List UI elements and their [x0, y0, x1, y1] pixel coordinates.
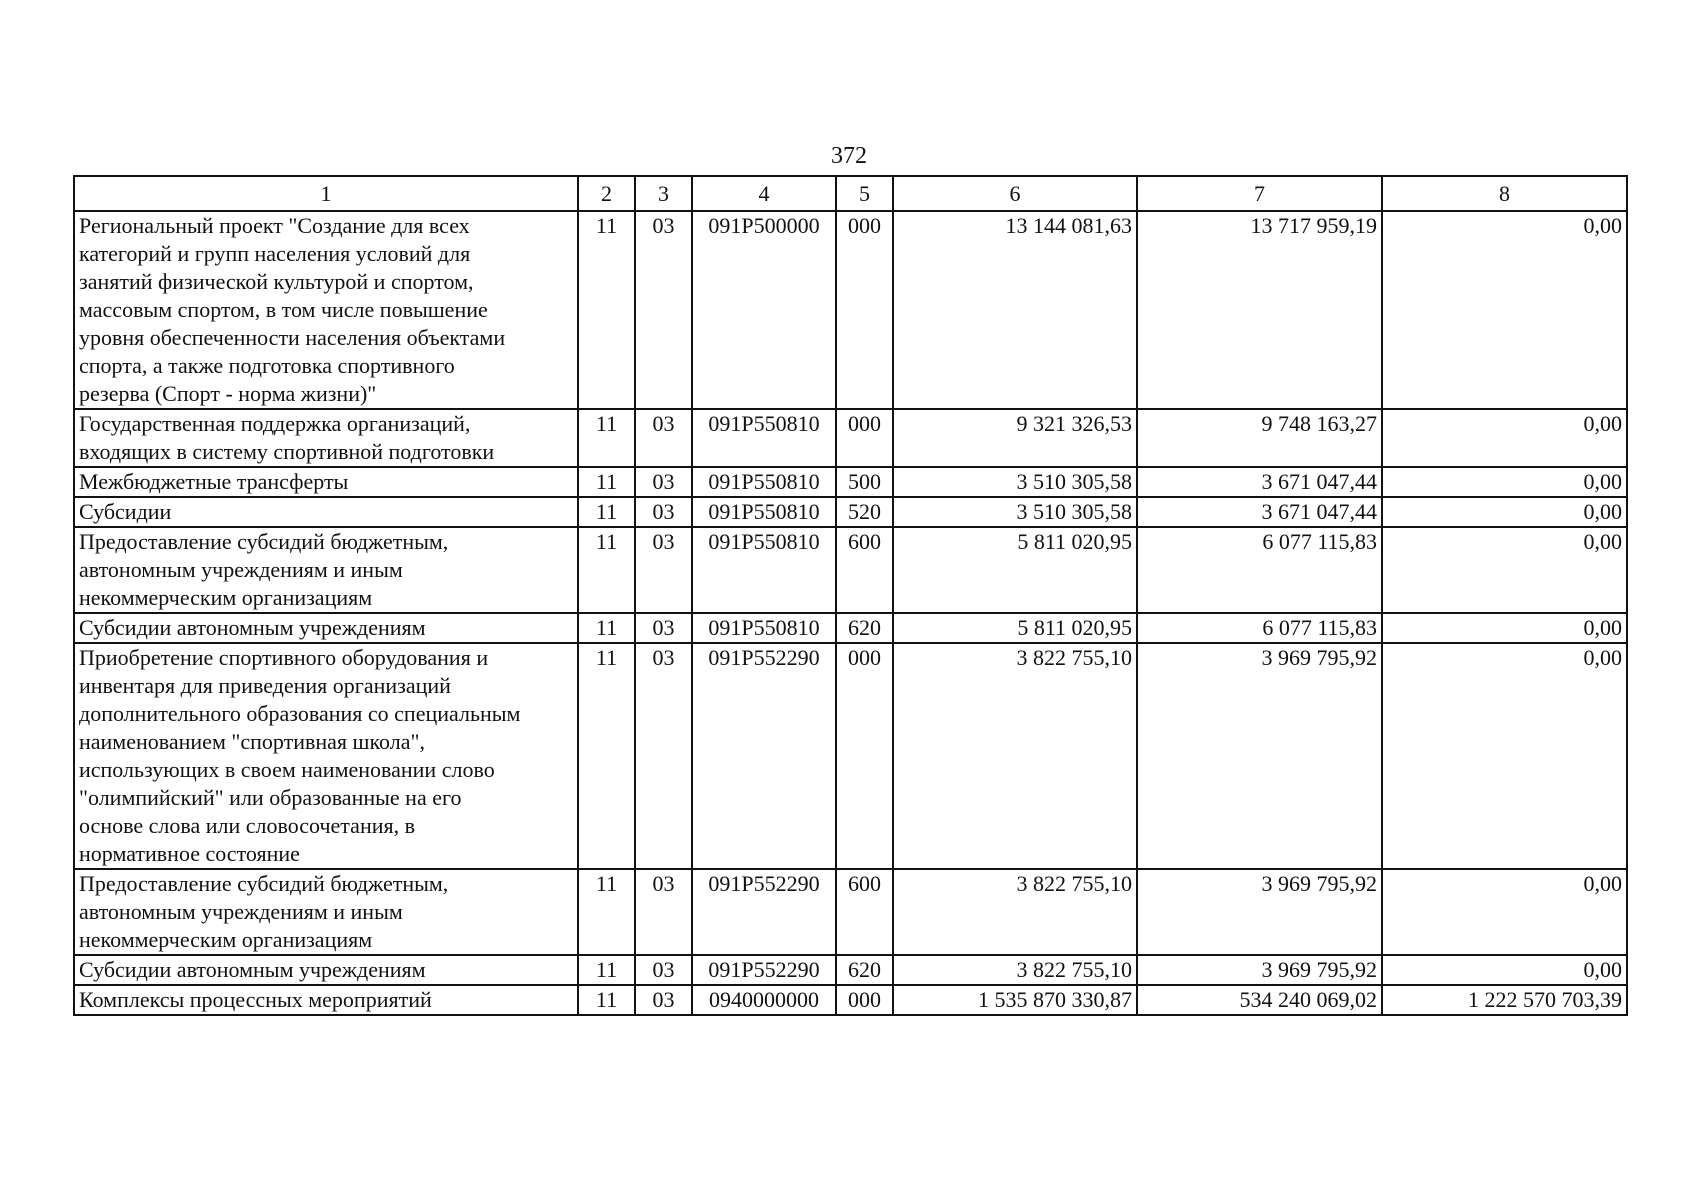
- subsection-code-cell: 03: [635, 467, 692, 497]
- expense-type-cell: 600: [836, 869, 893, 955]
- subsection-code-cell: 03: [635, 409, 692, 467]
- table-row: [74, 869, 1627, 955]
- column-header: 3: [635, 176, 692, 211]
- target-article-cell: 091P550810: [692, 409, 836, 467]
- row-name-line: Предоставление субсидий бюджетным,: [79, 871, 449, 896]
- amount-col7-cell: 3 969 795,92: [1137, 869, 1382, 955]
- row-name-line: Предоставление субсидий бюджетным,: [79, 529, 449, 554]
- row-name-line: наименованием "спортивная школа",: [79, 729, 425, 754]
- expense-type-cell: 000: [836, 409, 893, 467]
- target-article-cell: 091P552290: [692, 955, 836, 985]
- row-name-line: Комплексы процессных мероприятий: [79, 987, 432, 1012]
- amount-col7-cell: 3 671 047,44: [1137, 467, 1382, 497]
- row-name-line: уровня обеспеченности населения объектами: [79, 325, 506, 350]
- amount-col8-cell: 1 222 570 703,39: [1382, 985, 1627, 1015]
- row-name-line: Межбюджетные трансферты: [79, 469, 349, 494]
- table-row: [74, 985, 1627, 1015]
- column-header: 5: [836, 176, 893, 211]
- expense-type-cell: 620: [836, 955, 893, 985]
- target-article-cell: 091P552290: [692, 643, 836, 869]
- amount-col6-cell: 3 822 755,10: [893, 869, 1137, 955]
- row-name-line: массовым спортом, в том числе повышение: [79, 297, 488, 322]
- amount-col6-cell: 3 510 305,58: [893, 467, 1137, 497]
- subsection-code-cell: 03: [635, 211, 692, 409]
- row-name-line: Субсидии автономным учреждениям: [79, 957, 426, 982]
- column-header: 7: [1137, 176, 1382, 211]
- target-article-cell: 091P550810: [692, 467, 836, 497]
- column-header: 2: [578, 176, 635, 211]
- amount-col6-cell: 5 811 020,95: [893, 613, 1137, 643]
- target-article-cell: 091P550810: [692, 497, 836, 527]
- amount-col7-cell: 3 969 795,92: [1137, 955, 1382, 985]
- amount-col8-cell: 0,00: [1382, 869, 1627, 955]
- column-header: 8: [1382, 176, 1627, 211]
- section-code-cell: 11: [578, 643, 635, 869]
- row-name-line: дополнительного образования со специальным: [79, 701, 521, 726]
- row-name-line: некоммерческим организациям: [79, 927, 373, 952]
- row-name-cell: [74, 211, 578, 409]
- target-article-cell: 091P500000: [692, 211, 836, 409]
- subsection-code-cell: 03: [635, 869, 692, 955]
- expense-type-cell: 600: [836, 527, 893, 613]
- table-row: [74, 467, 1627, 497]
- expense-type-cell: 000: [836, 985, 893, 1015]
- amount-col7-cell: 6 077 115,83: [1137, 613, 1382, 643]
- amount-col7-cell: 6 077 115,83: [1137, 527, 1382, 613]
- section-code-cell: 11: [578, 527, 635, 613]
- row-name-line: Государственная поддержка организаций,: [79, 411, 471, 436]
- subsection-code-cell: 03: [635, 643, 692, 869]
- expense-type-cell: 620: [836, 613, 893, 643]
- column-header: 6: [893, 176, 1137, 211]
- row-name-cell: [74, 497, 578, 527]
- amount-col8-cell: 0,00: [1382, 955, 1627, 985]
- amount-col8-cell: 0,00: [1382, 467, 1627, 497]
- subsection-code-cell: 03: [635, 613, 692, 643]
- row-name-line: использующих в своем наименовании слово: [79, 757, 495, 782]
- table-row: [74, 409, 1627, 467]
- row-name-line: автономным учреждениям и иным: [79, 557, 403, 582]
- section-code-cell: 11: [578, 869, 635, 955]
- amount-col6-cell: 13 144 081,63: [893, 211, 1137, 409]
- amount-col6-cell: 3 510 305,58: [893, 497, 1137, 527]
- amount-col6-cell: 3 822 755,10: [893, 955, 1137, 985]
- table-row: [74, 527, 1627, 613]
- column-header: 1: [74, 176, 578, 211]
- row-name-line: основе слова или словосочетания, в: [79, 813, 415, 838]
- row-name-cell: [74, 985, 578, 1015]
- row-name-line: Субсидии автономным учреждениям: [79, 615, 426, 640]
- amount-col7-cell: 534 240 069,02: [1137, 985, 1382, 1015]
- row-name-line: нормативное состояние: [79, 841, 300, 866]
- row-name-line: Приобретение спортивного оборудования и: [79, 645, 489, 670]
- row-name-line: Региональный проект "Создание для всех: [79, 213, 470, 238]
- amount-col8-cell: 0,00: [1382, 211, 1627, 409]
- row-name-line: инвентаря для приведения организаций: [79, 673, 451, 698]
- row-name-cell: [74, 869, 578, 955]
- target-article-cell: 091P550810: [692, 527, 836, 613]
- row-name-line: автономным учреждениям и иным: [79, 899, 403, 924]
- row-name-cell: [74, 467, 578, 497]
- row-name-cell: [74, 955, 578, 985]
- amount-col8-cell: 0,00: [1382, 409, 1627, 467]
- amount-col7-cell: 3 969 795,92: [1137, 643, 1382, 869]
- amount-col7-cell: 3 671 047,44: [1137, 497, 1382, 527]
- target-article-cell: 0940000000: [692, 985, 836, 1015]
- header-row: [74, 176, 1627, 211]
- amount-col6-cell: 1 535 870 330,87: [893, 985, 1137, 1015]
- amount-col8-cell: 0,00: [1382, 613, 1627, 643]
- amount-col8-cell: 0,00: [1382, 527, 1627, 613]
- row-name-cell: [74, 613, 578, 643]
- section-code-cell: 11: [578, 497, 635, 527]
- row-name-cell: [74, 527, 578, 613]
- section-code-cell: 11: [578, 613, 635, 643]
- expense-type-cell: 500: [836, 467, 893, 497]
- table-row: [74, 211, 1627, 409]
- column-header: 4: [692, 176, 836, 211]
- row-name-cell: [74, 409, 578, 467]
- section-code-cell: 11: [578, 467, 635, 497]
- table-row: [74, 643, 1627, 869]
- table-row: [74, 613, 1627, 643]
- section-code-cell: 11: [578, 409, 635, 467]
- amount-col6-cell: 5 811 020,95: [893, 527, 1137, 613]
- table-row: [74, 497, 1627, 527]
- subsection-code-cell: 03: [635, 527, 692, 613]
- target-article-cell: 091P552290: [692, 869, 836, 955]
- section-code-cell: 11: [578, 211, 635, 409]
- expense-type-cell: 000: [836, 643, 893, 869]
- budget-table: [73, 175, 1628, 1016]
- target-article-cell: 091P550810: [692, 613, 836, 643]
- row-name-line: категорий и групп населения условий для: [79, 241, 471, 266]
- amount-col8-cell: 0,00: [1382, 497, 1627, 527]
- amount-col8-cell: 0,00: [1382, 643, 1627, 869]
- row-name-line: резерва (Спорт - норма жизни)": [79, 381, 377, 406]
- row-name-line: "олимпийский" или образованные на его: [79, 785, 462, 810]
- expense-type-cell: 000: [836, 211, 893, 409]
- amount-col7-cell: 9 748 163,27: [1137, 409, 1382, 467]
- row-name-line: спорта, а также подготовка спортивного: [79, 353, 455, 378]
- amount-col6-cell: 3 822 755,10: [893, 643, 1137, 869]
- page-number: 372: [831, 143, 867, 169]
- subsection-code-cell: 03: [635, 955, 692, 985]
- amount-col6-cell: 9 321 326,53: [893, 409, 1137, 467]
- row-name-line: входящих в систему спортивной подготовки: [79, 439, 495, 464]
- expense-type-cell: 520: [836, 497, 893, 527]
- row-name-line: Субсидии: [79, 499, 172, 524]
- amount-col7-cell: 13 717 959,19: [1137, 211, 1382, 409]
- subsection-code-cell: 03: [635, 985, 692, 1015]
- subsection-code-cell: 03: [635, 497, 692, 527]
- row-name-cell: [74, 643, 578, 869]
- section-code-cell: 11: [578, 985, 635, 1015]
- row-name-line: некоммерческим организациям: [79, 585, 373, 610]
- row-name-line: занятий физической культурой и спортом,: [79, 269, 474, 294]
- section-code-cell: 11: [578, 955, 635, 985]
- table-row: [74, 955, 1627, 985]
